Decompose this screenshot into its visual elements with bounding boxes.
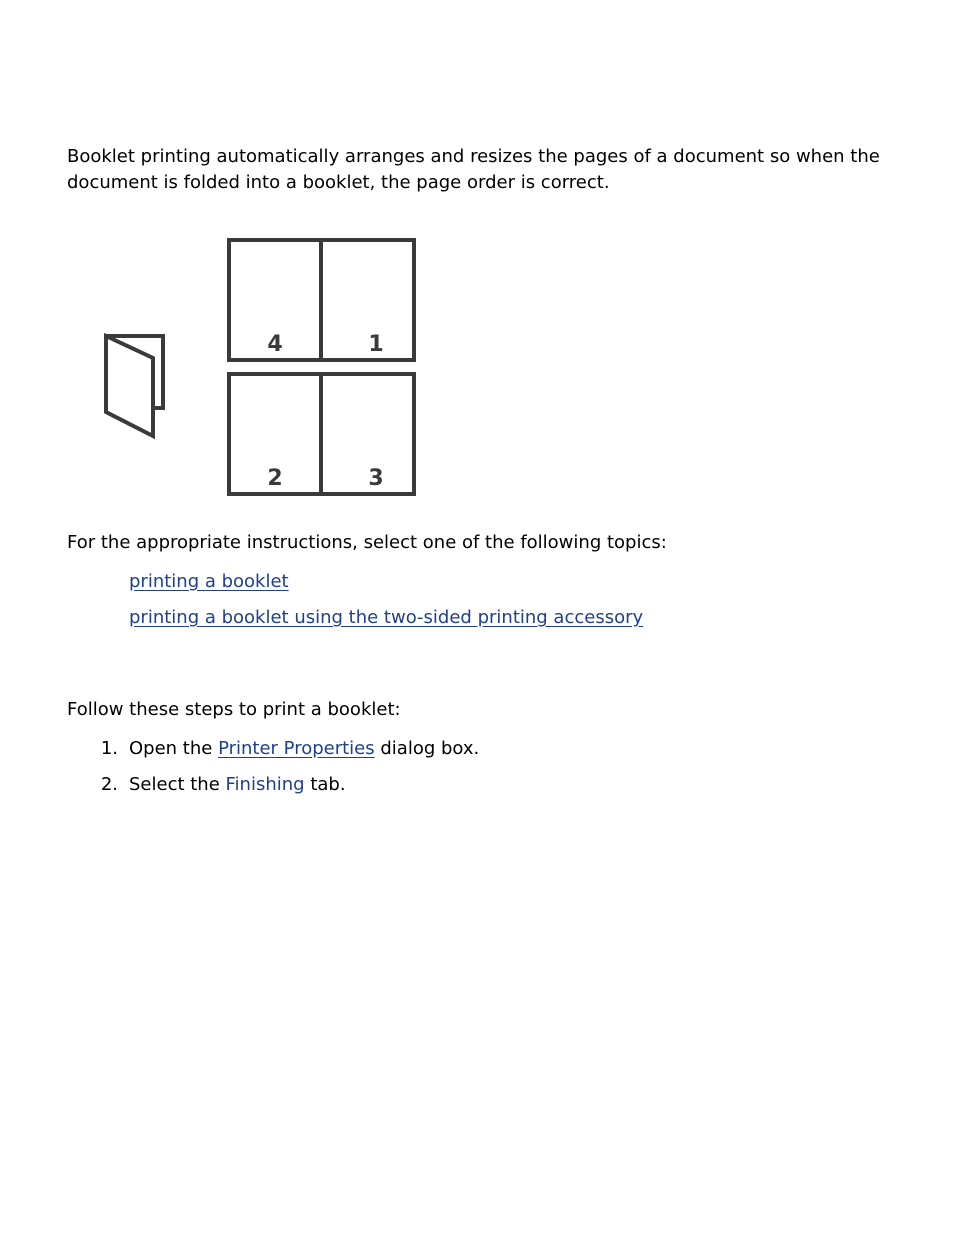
printing-a-booklet-two-sided-link[interactable]: printing a booklet using the two-sided printing accessory (129, 607, 644, 628)
printing-a-booklet-link[interactable]: printing a booklet (129, 571, 289, 592)
finishing-tab-label: Finishing (225, 774, 305, 795)
top-sheet (229, 240, 414, 360)
steps-intro: Follow these steps to print a booklet: (67, 699, 401, 720)
bottom-sheet (229, 374, 414, 494)
booklet-figure-svg (100, 236, 420, 501)
step-text-before: Open the (129, 738, 219, 759)
topic-link-item (129, 569, 643, 605)
step-number: 1. (100, 738, 118, 759)
page-number-bottom-left: 2 (267, 466, 283, 491)
intro-paragraph: Booklet printing automatically arranges and resizes the pages of a document so when the document is folded into a booklet, the page order is correct. (67, 146, 880, 193)
step-text-before: Select the (129, 774, 226, 795)
page-number-bottom-right: 3 (368, 466, 384, 491)
booklet-illustration (100, 236, 420, 501)
topic-links (129, 569, 643, 641)
step-item (67, 772, 479, 808)
step-number: 2. (100, 774, 118, 795)
step-item (67, 736, 479, 772)
folded-booklet-icon (106, 336, 163, 436)
step-text (129, 736, 479, 772)
steps-list (67, 736, 479, 808)
printer-properties-link[interactable]: Printer Properties (218, 738, 375, 759)
topic-link-item (129, 605, 643, 641)
step-text (129, 772, 346, 808)
step-text-after: dialog box. (374, 738, 480, 759)
topics-intro: For the appropriate instructions, select one of the following topics: (67, 532, 667, 553)
page-number-top-right: 1 (368, 332, 384, 357)
step-text-after: tab. (304, 774, 346, 795)
page-number-top-left: 4 (267, 332, 283, 357)
